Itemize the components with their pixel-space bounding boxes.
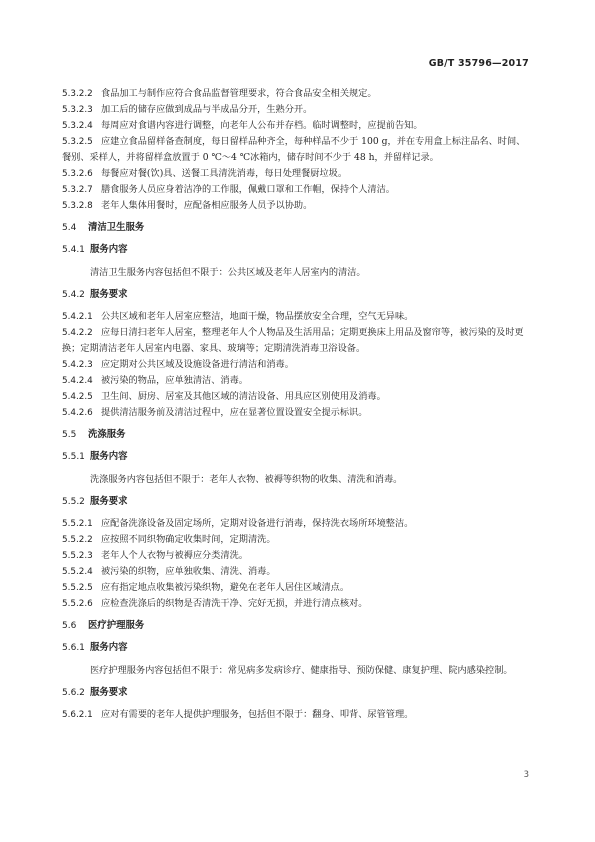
clause-number: 5.4.2.3	[62, 360, 93, 370]
section-heading-5-4	[62, 220, 530, 236]
clause-text: 食品加工与制作应符合食品监督管理要求，符合食品安全相关规定。	[101, 88, 377, 99]
section-heading-5-5	[62, 427, 530, 443]
clause-number: 5.4.2.5	[62, 392, 93, 402]
clause-list-5-6-2	[62, 707, 530, 723]
clause-item	[62, 134, 530, 166]
subsection-number: 5.5.2	[62, 497, 85, 507]
clause-text: 膳食服务人员应身着洁净的工作服，佩戴口罩和工作帽，保持个人清洁。	[101, 184, 395, 195]
clause-item	[62, 86, 530, 102]
clause-item	[62, 325, 530, 357]
clause-item	[62, 118, 530, 134]
clause-text: 应建立食品留样备查制度，每日留样品种齐全，每种样品不少于 100 g，并在专用盒上标注品名、时间、餐别、采样人，并将留样盒放置于 0 ℃～4 ℃冰箱内，储存时间不少于 48 h，并留样记录。	[62, 136, 526, 163]
clause-number: 5.3.2.4	[62, 121, 93, 131]
clause-number: 5.3.2.3	[62, 105, 93, 115]
clause-text: 应按照不同织物确定收集时间，定期清洗。	[101, 534, 276, 545]
page-number: 3	[523, 770, 529, 780]
clause-item	[62, 373, 530, 389]
subsection-title: 服务内容	[90, 642, 128, 653]
paragraph-5-4-1: 清洁卫生服务内容包括但不限于：公共区域及老年人居室内的清洁。	[90, 267, 366, 278]
clause-text: 老年人集体用餐时，应配备相应服务人员予以协助。	[101, 200, 313, 211]
clause-item	[62, 309, 530, 325]
clause-item	[62, 357, 530, 373]
section-number: 5.6	[62, 621, 77, 631]
clause-number: 5.5.2.2	[62, 535, 93, 545]
clause-item	[62, 405, 530, 421]
section-number: 5.4	[62, 223, 77, 233]
clause-text: 应配备洗涤设备及固定场所，定期对设备进行消毒，保持洗衣场所环境整洁。	[101, 518, 414, 529]
subsection-number: 5.6.1	[62, 643, 85, 653]
section-heading-5-6	[62, 618, 530, 634]
clause-list-5-4-2	[62, 309, 530, 421]
clause-number: 5.4.2.2	[62, 328, 93, 338]
clause-text: 老年人个人衣物与被褥应分类清洗。	[101, 550, 248, 561]
paragraph-5-5-1: 洗涤服务内容包括但不限于：老年人衣物、被褥等织物的收集、清洗和消毒。	[90, 474, 403, 485]
subsection-heading-5-6-1	[62, 640, 530, 656]
subsection-heading-5-5-1	[62, 449, 530, 465]
clause-text: 被污染的织物，应单独收集、清洗、消毒。	[101, 566, 276, 577]
clause-number: 5.5.2.3	[62, 551, 93, 561]
clause-number: 5.5.2.1	[62, 519, 93, 529]
clause-text: 公共区域和老年人居室应整洁，地面干燥，物品摆放安全合理，空气无异味。	[101, 311, 414, 322]
paragraph-5-6-1: 医疗护理服务内容包括但不限于：常见病多发病诊疗、健康指导、预防保健、康复护理、院内感染控制。	[90, 665, 513, 676]
clause-text: 应每日清扫老年人居室，整理老年人个人物品及生活用品；定期更换床上用品及窗帘等，被污染的及时更换；定期清洁老年人居室内电器、家具、玻璃等；定期清洗消毒卫浴设备。	[62, 327, 524, 354]
clause-item	[62, 198, 530, 214]
subsection-title: 服务内容	[90, 451, 128, 462]
clause-number: 5.5.2.6	[62, 599, 93, 609]
section-number: 5.5	[62, 430, 77, 440]
clause-item	[62, 564, 530, 580]
clause-number: 5.3.2.7	[62, 185, 93, 195]
clause-item	[62, 596, 530, 612]
clause-number: 5.3.2.6	[62, 169, 93, 179]
clause-list-5-5-2	[62, 516, 530, 612]
clause-item	[62, 166, 530, 182]
clause-item	[62, 389, 530, 405]
standard-number: GB/T 35796—2017	[428, 58, 529, 69]
clause-number: 5.5.2.4	[62, 567, 93, 577]
clause-item	[62, 182, 530, 198]
clause-text: 每周应对食谱内容进行调整，向老年人公布并存档。临时调整时，应提前告知。	[101, 120, 423, 131]
section-title: 清洁卫生服务	[88, 222, 145, 233]
subsection-title: 服务要求	[90, 496, 128, 507]
clause-number: 5.3.2.2	[62, 89, 93, 99]
subsection-number: 5.6.2	[62, 688, 85, 698]
clause-list-5-3-2	[62, 86, 530, 214]
clause-item	[62, 532, 530, 548]
subsection-number: 5.4.2	[62, 290, 85, 300]
document-body	[62, 86, 530, 723]
subsection-heading-5-5-2	[62, 494, 530, 510]
clause-text: 应有指定地点收集被污染织物，避免在老年人居住区域清点。	[101, 582, 350, 593]
subsection-title: 服务内容	[90, 244, 128, 255]
clause-text: 应对有需要的老年人提供护理服务，包括但不限于：翻身、叩背、尿管管理。	[101, 709, 414, 720]
subsection-title: 服务要求	[90, 687, 128, 698]
section-title: 洗涤服务	[88, 429, 126, 440]
subsection-number: 5.4.1	[62, 245, 85, 255]
clause-number: 5.5.2.5	[62, 583, 93, 593]
clause-text: 提供清洁服务前及清洁过程中，应在显著位置设置安全提示标识。	[101, 407, 368, 418]
subsection-heading-5-6-2	[62, 685, 530, 701]
clause-item	[62, 580, 530, 596]
clause-number: 5.6.2.1	[62, 710, 93, 720]
subsection-number: 5.5.1	[62, 452, 85, 462]
clause-item	[62, 516, 530, 532]
clause-number: 5.4.2.6	[62, 408, 93, 418]
clause-text: 加工后的储存应做到成品与半成品分开，生熟分开。	[101, 104, 313, 115]
clause-item	[62, 548, 530, 564]
clause-number: 5.3.2.8	[62, 201, 93, 211]
subsection-heading-5-4-2	[62, 287, 530, 303]
section-title: 医疗护理服务	[88, 620, 145, 631]
subsection-title: 服务要求	[90, 289, 128, 300]
clause-number: 5.4.2.4	[62, 376, 93, 386]
clause-text: 每餐应对餐(饮)具、送餐工具清洗消毒，每日处理餐厨垃圾。	[101, 168, 348, 179]
clause-text: 被污染的物品，应单独清洁、消毒。	[101, 375, 248, 386]
clause-text: 应检查洗涤后的织物是否清洗干净、完好无损，并进行清点核对。	[101, 598, 368, 609]
clause-item	[62, 102, 530, 118]
subsection-heading-5-4-1	[62, 242, 530, 258]
clause-text: 卫生间、厨房、居室及其他区域的清洁设备、用具应区别使用及消毒。	[101, 391, 386, 402]
clause-number: 5.4.2.1	[62, 312, 93, 322]
clause-item	[62, 707, 530, 723]
clause-text: 应定期对公共区域及设施设备进行清洁和消毒。	[101, 359, 294, 370]
clause-number: 5.3.2.5	[62, 137, 93, 147]
